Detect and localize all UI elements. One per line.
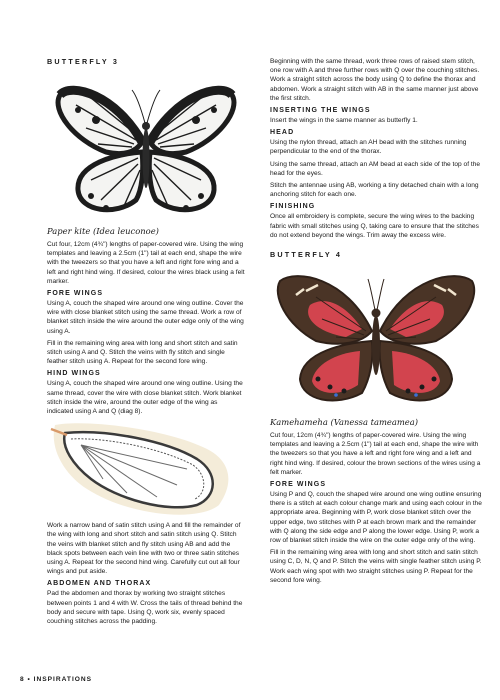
left-column: [47, 57, 245, 629]
wing-diagram-image: [47, 419, 245, 521]
kamehameha-butterfly-image: [270, 265, 482, 413]
paragraph-head-3: Stitch the antennae using AB, working a tiny detached chain with a long anchoring stitch for each one.: [270, 182, 479, 199]
paragraph-raised-stem: Beginning with the same thread, work three rows of raised stem stitch, one row with A and three further rows with Q over the couching stitches. Work a straight stitch across the body using Q to define the thorax and abdomen. Work a straight stitch with AB in the same manner just above the first stitch.: [270, 58, 480, 102]
paper-kite-butterfly-image: [47, 72, 245, 222]
paragraph-hind-wings-1: Using A, couch the shaped wire around one wing outline. Using the same thread, cover the wire with close blanket stitch. Work blanket stitch inside the wire, around the outer edge of the wing as indicated using A and Q (diag 8).: [47, 380, 243, 416]
heading-fore-wings: FORE WINGS: [47, 290, 104, 298]
species-name-kamehameha: Kamehameha (Vanessa tameamea): [270, 417, 419, 428]
paragraph-hind-wings-2: Work a narrow band of satin stitch using A and fill the remainder of the wing with long and short stitch and satin stitch using Q. Stitch the veins with blanket stitch and fly stitch using AB and add the black spots between each vein line with two or three satin stitches using A. Repeat for the second hind wing. Carefully cut out all four wings and put aside.: [47, 522, 241, 576]
paragraph-head-2: Using the same thread, attach an AM bead at each side of the top of the head for the eyes.: [270, 160, 481, 177]
paragraph-intro: Cut four, 12cm (4¾") lengths of paper-covered wire. Using the wing templates and leaving a 2.5cm (1") tail at each end, shape the wire with the tweezers so that you have a left and right fore wing and a left and right hind wing. If desired, colour the wires black using a felt marker.: [47, 241, 245, 285]
heading-finishing: FINISHING: [270, 203, 316, 211]
heading-fore-wings-2: FORE WINGS: [270, 481, 327, 489]
heading-abdomen-thorax: ABDOMEN AND THORAX: [47, 580, 152, 588]
paragraph-inserting: Insert the wings in the same manner as butterfly 1.: [270, 117, 418, 125]
heading-hind-wings: HIND WINGS: [47, 370, 101, 378]
paragraph-head-1: Using the nylon thread, attach an AH bead with the stitches running perpendicular to the end of the thorax.: [270, 139, 467, 156]
page-footer: [20, 676, 92, 683]
heading-head: HEAD: [270, 129, 295, 137]
page-number: 8: [20, 676, 25, 683]
paragraph-intro-2: Cut four, 12cm (4¾") lengths of paper-covered wire. Using the wing templates and leaving a 2.5cm (1") tail at each end, shape the wire with the tweezers so that you have a left and right fore wing and a left and right hind wing. If desired, colour the brown sections of the wires using a felt marker.: [270, 432, 481, 476]
paragraph-fore-wings-1: Using A, couch the shaped wire around one wing outline. Cover the wire with close blanket stitch using the same thread. Work a row of blanket stitch inside the wire around the outer edge only of the wing using A.: [47, 300, 244, 335]
paragraph-abdomen-1: Pad the abdomen and thorax by working two straight stitches between points 1 and 4 with W. Cross the tails of thread behind the body and secure with tape. Using Q, work six, evenly spaced couching stitches across the padding.: [47, 590, 243, 626]
footer-separator: •: [27, 676, 31, 683]
section-title-butterfly-3: BUTTERFLY 3: [47, 57, 120, 66]
publication-name: INSPIRATIONS: [33, 676, 93, 683]
paragraph-fore-wings-2-2: Fill in the remaining wing area with long and short stitch and satin stitch using C, D, N, Q and P. Stitch the veins with single feather stitch using P. Work each wing spot with two straight stitches using P. Repeat for the second fore wing.: [270, 549, 482, 584]
right-column: [270, 57, 482, 588]
paragraph-fore-wings-2: Fill in the remaining wing area with long and short stitch and satin stitch using A and Q. Stitch the veins with fly stitch and single feather stitch using A. Repeat for the second fore wing.: [47, 339, 238, 366]
paragraph-fore-wings-2-1: Using P and Q, couch the shaped wire around one wing outline ensuring there is a stitch at each colour change mark and using each colour in the appropriate area. Beginning with P, work close blanket stitch over the upper edge, two stitches with P at each brown mark and the remainder with Q along the side edge and P along the lower edge. Using P, work a row of blanket stitch inside the wire on the outer edge only of the wing.: [270, 491, 482, 545]
paragraph-finishing: Once all embroidery is complete, secure the wing wires to the backing fabric with small stitches using Q, taking care to ensure that the stitches do not extend beyond the wings. Trim away the excess wire.: [270, 213, 479, 239]
section-title-butterfly-4: BUTTERFLY 4: [270, 250, 343, 260]
heading-inserting-wings: INSERTING THE WINGS: [270, 107, 371, 115]
species-name-paper-kite: Paper kite (Idea leuconoe): [47, 226, 159, 236]
